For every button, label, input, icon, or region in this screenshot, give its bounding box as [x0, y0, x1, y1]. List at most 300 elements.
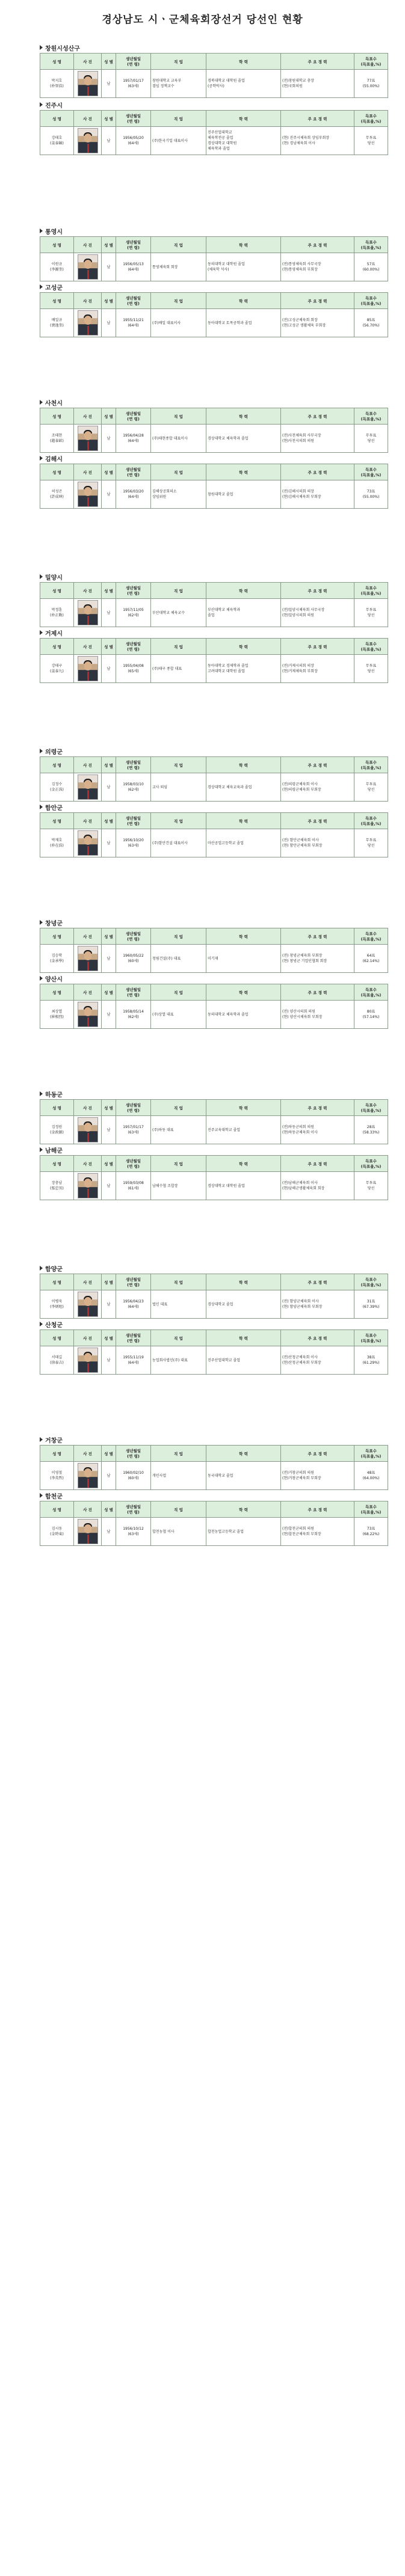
- winner-education: 합천농업고등학교 졸업: [206, 1518, 281, 1546]
- region-name: 남해군: [45, 1147, 63, 1155]
- column-header: 사 진: [74, 408, 102, 425]
- section-heading: [40, 1490, 388, 1501]
- winner-table: [40, 292, 388, 337]
- winner-photo: [74, 945, 102, 973]
- column-header: 직 업: [151, 111, 206, 127]
- table-header-row: [40, 408, 388, 425]
- winner-photo: [74, 1172, 102, 1200]
- winner-education: 동의대학교 대학원 졸업 (체육학 석사): [206, 253, 281, 281]
- column-header: 직 업: [151, 583, 206, 599]
- triangle-bullet-icon: [40, 1091, 43, 1096]
- winner-name: 강태호 (姜泰鎬): [40, 127, 74, 155]
- winner-votes: 38표 (61.29%): [354, 1346, 388, 1375]
- winner-votes: 무투표 당선: [354, 1172, 388, 1200]
- section-12: [40, 973, 388, 1029]
- region-name: 하동군: [45, 1091, 63, 1099]
- column-header: 학 력: [206, 408, 281, 425]
- winner-birth: 1959/03/08 (61세): [116, 1172, 151, 1200]
- column-header: 성 별: [102, 464, 116, 480]
- winner-name: 김정원 (金政源): [40, 1116, 74, 1144]
- portrait-photo: [78, 1002, 98, 1027]
- winner-table: [40, 928, 388, 973]
- winner-career: (전) 함양군체육회 이사 (현) 함양군체육회 부회장: [281, 1290, 354, 1319]
- portrait-photo: [78, 1348, 98, 1373]
- table-header-row: [40, 237, 388, 253]
- column-header: 득표수 (득표율,%): [354, 1330, 388, 1346]
- column-header: 득표수 (득표율,%): [354, 1156, 388, 1172]
- table-header-row: [40, 813, 388, 829]
- column-header: 생년월일 (연 령): [116, 583, 151, 599]
- column-header: 사 진: [74, 293, 102, 309]
- column-header: 주 요 경 력: [281, 1501, 354, 1518]
- section-15: [40, 1263, 388, 1319]
- section-heading: [40, 746, 388, 756]
- triangle-bullet-icon: [40, 400, 43, 405]
- winner-job: (주)상열 대표: [151, 1001, 206, 1029]
- winner-job: 김해상공회의소 상임위원: [151, 480, 206, 509]
- portrait-photo: [78, 946, 98, 971]
- winner-job: 창원대학교 교육부 겸임 정책교수: [151, 70, 206, 98]
- column-header: 득표수 (득표율,%): [354, 464, 388, 480]
- winner-photo: [74, 773, 102, 802]
- section-heading: [40, 917, 388, 928]
- column-header: 성 별: [102, 1501, 116, 1518]
- column-header: 주 요 경 력: [281, 237, 354, 253]
- triangle-bullet-icon: [40, 1493, 43, 1498]
- winner-job: (주)태현종합 대표이사: [151, 425, 206, 453]
- triangle-bullet-icon: [40, 284, 43, 289]
- winner-name: 최상열 (崔相烈): [40, 1001, 74, 1029]
- winner-votes: 무투표 당선: [354, 655, 388, 683]
- column-header: 득표수 (득표율,%): [354, 583, 388, 599]
- column-header: 성 별: [102, 293, 116, 309]
- winner-gender: 남: [102, 1346, 116, 1375]
- table-row: [40, 1518, 388, 1546]
- winner-birth: 1956/05/20 (64세): [116, 127, 151, 155]
- column-header: 직 업: [151, 464, 206, 480]
- winner-job: 통영체육회 회장: [151, 253, 206, 281]
- winner-table: [40, 110, 388, 155]
- triangle-bullet-icon: [40, 1437, 43, 1442]
- winner-table: [40, 1274, 388, 1319]
- column-header: 성 명: [40, 111, 74, 127]
- winner-job: 농업회사법인(주) 대표: [151, 1346, 206, 1375]
- winner-photo: [74, 655, 102, 683]
- winner-photo: [74, 1001, 102, 1029]
- triangle-bullet-icon: [40, 574, 43, 579]
- portrait-photo: [78, 426, 98, 451]
- table-row: [40, 480, 388, 509]
- column-header: 학 력: [206, 928, 281, 945]
- section-9: [40, 746, 388, 802]
- winner-gender: 남: [102, 1172, 116, 1200]
- portrait-photo: [78, 1173, 98, 1198]
- winner-votes: 무투표 당선: [354, 425, 388, 453]
- column-header: 득표수 (득표율,%): [354, 1100, 388, 1116]
- winner-table: [40, 236, 388, 281]
- winner-table: [40, 812, 388, 857]
- column-header: 주 요 경 력: [281, 928, 354, 945]
- winner-job: 부산대학교 체육교수: [151, 599, 206, 627]
- column-header: 성 별: [102, 1156, 116, 1172]
- region-name: 의령군: [45, 749, 63, 756]
- column-header: 직 업: [151, 408, 206, 425]
- winner-gender: 남: [102, 655, 116, 683]
- column-header: 성 명: [40, 583, 74, 599]
- winner-education: 진주산업대학교 체육학전공 졸업 경상대학교 대학원 체육학과 졸업: [206, 127, 281, 155]
- column-header: 성 별: [102, 757, 116, 773]
- winner-name: 장충남 (張忠男): [40, 1172, 74, 1200]
- column-header: 생년월일 (연 령): [116, 1156, 151, 1172]
- column-header: 득표수 (득표율,%): [354, 984, 388, 1001]
- section-1: [40, 42, 388, 98]
- winner-name: 김승학 (金承學): [40, 945, 74, 973]
- section-6: [40, 453, 388, 509]
- winner-career: (전)거창군의회 의원 (현)거창군체육회 부회장: [281, 1462, 354, 1490]
- portrait-photo: [78, 1292, 98, 1317]
- winner-career: (전)산청군체육회 이사 (현)산청군체육회 부회장: [281, 1346, 354, 1375]
- column-header: 성 별: [102, 1330, 116, 1346]
- column-header: 주 요 경 력: [281, 1274, 354, 1290]
- section-3: [40, 225, 388, 281]
- winner-education: 경상대학교 졸업: [206, 1290, 281, 1319]
- column-header: 학 력: [206, 1330, 281, 1346]
- winner-votes: 73표 (68.22%): [354, 1518, 388, 1546]
- table-row: [40, 253, 388, 281]
- winner-gender: 남: [102, 1116, 116, 1144]
- winner-education: 부산대학교 체육학과 졸업: [206, 599, 281, 627]
- winner-photo: [74, 1116, 102, 1144]
- column-header: 학 력: [206, 757, 281, 773]
- region-name: 창원시성산구: [45, 45, 80, 52]
- column-header: 학 력: [206, 1274, 281, 1290]
- winner-career: (전)통영체육회 사무국장 (현)통영체육회 부회장: [281, 253, 354, 281]
- section-heading: [40, 1144, 388, 1155]
- column-header: 주 요 경 력: [281, 408, 354, 425]
- winner-job: (주)함안건설 대표이사: [151, 829, 206, 857]
- table-row: [40, 599, 388, 627]
- column-header: 생년월일 (연 령): [116, 984, 151, 1001]
- column-header: 성 별: [102, 639, 116, 655]
- column-header: 사 진: [74, 237, 102, 253]
- winner-gender: 남: [102, 253, 116, 281]
- winner-job: 법인 대표: [151, 1290, 206, 1319]
- winner-photo: [74, 1346, 102, 1375]
- column-header: 성 별: [102, 111, 116, 127]
- column-header: 생년월일 (연 령): [116, 1501, 151, 1518]
- column-header: 성 명: [40, 1100, 74, 1116]
- column-header: 직 업: [151, 1501, 206, 1518]
- winner-birth: 1957/01/17 (63세): [116, 70, 151, 98]
- winner-photo: [74, 253, 102, 281]
- column-header: 성 별: [102, 813, 116, 829]
- column-header: 득표수 (득표율,%): [354, 1274, 388, 1290]
- winner-votes: 80표 (57.14%): [354, 1001, 388, 1029]
- winner-gender: 남: [102, 425, 116, 453]
- winner-career: (전)밀양시체육회 사무국장 (현)밀양시의회 의원: [281, 599, 354, 627]
- triangle-bullet-icon: [40, 630, 43, 635]
- section-7: [40, 571, 388, 627]
- column-header: 성 명: [40, 237, 74, 253]
- table-header-row: [40, 757, 388, 773]
- region-name: 진주시: [45, 102, 63, 109]
- triangle-bullet-icon: [40, 1266, 43, 1271]
- section-heading: [40, 99, 388, 110]
- winner-birth: 1956/10/20 (63세): [116, 829, 151, 857]
- region-name: 창녕군: [45, 920, 63, 927]
- winner-education: 창원대학교 졸업: [206, 480, 281, 509]
- region-name: 거창군: [45, 1437, 63, 1444]
- section-heading: [40, 1088, 388, 1099]
- winner-votes: 28표 (58.33%): [354, 1116, 388, 1144]
- triangle-bullet-icon: [40, 102, 43, 107]
- column-header: 득표수 (득표율,%): [354, 639, 388, 655]
- section-heading: [40, 397, 388, 408]
- table-header-row: [40, 1274, 388, 1290]
- winner-career: (전)의령군체육회 이사 (현)의령군체육회 부회장: [281, 773, 354, 802]
- winner-birth: 1956/05/13 (64세): [116, 253, 151, 281]
- winner-name: 서태길 (徐泰吉): [40, 1346, 74, 1375]
- portrait-photo: [78, 1519, 98, 1544]
- winner-votes: 64표 (62.14%): [354, 945, 388, 973]
- region-name: 통영시: [45, 228, 63, 236]
- column-header: 주 요 경 력: [281, 757, 354, 773]
- column-header: 학 력: [206, 639, 281, 655]
- winner-table: [40, 582, 388, 627]
- column-header: 득표수 (득표율,%): [354, 293, 388, 309]
- winner-education: 진주산업대학교 졸업: [206, 1346, 281, 1375]
- column-header: 성 명: [40, 464, 74, 480]
- winner-name: 배일규 (裵逸奎): [40, 309, 74, 337]
- winner-education: 동아대학교 경제학과 졸업 고려대학교 대학원 졸업: [206, 655, 281, 683]
- table-header-row: [40, 111, 388, 127]
- table-row: [40, 70, 388, 98]
- winner-career: (전)사천체육회 사무국장 (현)사천시의회 의원: [281, 425, 354, 453]
- column-header: 직 업: [151, 757, 206, 773]
- winner-education: 동의대학교 체육학과 졸업: [206, 1001, 281, 1029]
- winner-photo: [74, 309, 102, 337]
- winner-education: 진주교육대학교 졸업: [206, 1116, 281, 1144]
- portrait-photo: [78, 600, 98, 625]
- column-header: 성 별: [102, 54, 116, 70]
- section-heading: [40, 281, 388, 292]
- winner-votes: 77표 (55.00%): [354, 70, 388, 98]
- winner-table: [40, 984, 388, 1029]
- column-header: 주 요 경 력: [281, 1446, 354, 1462]
- column-header: 생년월일 (연 령): [116, 813, 151, 829]
- triangle-bullet-icon: [40, 920, 43, 925]
- column-header: 학 력: [206, 464, 281, 480]
- winner-birth: 1958/05/14 (62세): [116, 1001, 151, 1029]
- winner-photo: [74, 1462, 102, 1490]
- column-header: 주 요 경 력: [281, 293, 354, 309]
- region-name: 산청군: [45, 1322, 63, 1329]
- winner-career: (전)창원대학교 총장 (현)국회의원: [281, 70, 354, 98]
- column-header: 직 업: [151, 1446, 206, 1462]
- triangle-bullet-icon: [40, 1322, 43, 1326]
- column-header: 사 진: [74, 928, 102, 945]
- section-8: [40, 627, 388, 683]
- winner-table: [40, 53, 388, 98]
- column-header: 직 업: [151, 639, 206, 655]
- column-header: 사 진: [74, 1156, 102, 1172]
- winner-photo: [74, 425, 102, 453]
- winner-birth: 1957/11/05 (62세): [116, 599, 151, 627]
- table-header-row: [40, 639, 388, 655]
- region-name: 거제시: [45, 630, 63, 637]
- triangle-bullet-icon: [40, 976, 43, 981]
- column-header: 생년월일 (연 령): [116, 54, 151, 70]
- portrait-photo: [78, 71, 98, 96]
- winner-gender: 남: [102, 1001, 116, 1029]
- region-name: 합천군: [45, 1493, 63, 1500]
- column-header: 직 업: [151, 293, 206, 309]
- winner-table: [40, 756, 388, 802]
- winner-birth: 1956/03/20 (64세): [116, 480, 151, 509]
- winner-career: (전)거제시의회 의장 (현)거제체육회 부회장: [281, 655, 354, 683]
- winner-table: [40, 1329, 388, 1375]
- column-header: 득표수 (득표율,%): [354, 1501, 388, 1518]
- winner-table: [40, 1099, 388, 1144]
- column-header: 성 명: [40, 408, 74, 425]
- column-header: 주 요 경 력: [281, 639, 354, 655]
- table-header-row: [40, 54, 388, 70]
- winner-name: 이병욱 (李炳旭): [40, 1290, 74, 1319]
- column-header: 주 요 경 력: [281, 464, 354, 480]
- winner-job: (주)하동 대표: [151, 1116, 206, 1144]
- triangle-bullet-icon: [40, 805, 43, 809]
- winner-name: 박재호 (朴在浩): [40, 829, 74, 857]
- column-header: 직 업: [151, 1100, 206, 1116]
- column-header: 학 력: [206, 813, 281, 829]
- column-header: 학 력: [206, 1156, 281, 1172]
- column-header: 성 명: [40, 928, 74, 945]
- winner-photo: [74, 1518, 102, 1546]
- column-header: 생년월일 (연 령): [116, 1446, 151, 1462]
- winner-career: (현) 진주시체육회 상임부회장 (현) 경남체육회 이사: [281, 127, 354, 155]
- column-header: 생년월일 (연 령): [116, 111, 151, 127]
- winner-career: (전)남해군체육회 이사 (현)남해군생활체육회 회장: [281, 1172, 354, 1200]
- region-name: 양산시: [45, 976, 63, 983]
- winner-education: 동아대학교 토목공학과 졸업: [206, 309, 281, 337]
- portrait-photo: [78, 254, 98, 280]
- column-header: 득표수 (득표율,%): [354, 757, 388, 773]
- region-name: 밀양시: [45, 574, 63, 581]
- column-header: 성 명: [40, 813, 74, 829]
- column-header: 사 진: [74, 1330, 102, 1346]
- winner-career: (전) 창녕군체육회 부회장 (현) 창녕군 기업인협회 회장: [281, 945, 354, 973]
- table-header-row: [40, 1330, 388, 1346]
- column-header: 직 업: [151, 1274, 206, 1290]
- triangle-bullet-icon: [40, 1147, 43, 1152]
- table-header-row: [40, 583, 388, 599]
- section-10: [40, 802, 388, 857]
- winner-name: 조태현 (趙泰鉉): [40, 425, 74, 453]
- winner-votes: 31표 (67.39%): [354, 1290, 388, 1319]
- column-header: 학 력: [206, 583, 281, 599]
- table-row: [40, 1462, 388, 1490]
- column-header: 성 명: [40, 1501, 74, 1518]
- winner-gender: 남: [102, 1290, 116, 1319]
- column-header: 생년월일 (연 령): [116, 464, 151, 480]
- column-header: 직 업: [151, 237, 206, 253]
- region-name: 고성군: [45, 284, 63, 292]
- column-header: 생년월일 (연 령): [116, 928, 151, 945]
- section-heading: [40, 1434, 388, 1445]
- region-name: 함안군: [45, 805, 63, 812]
- winner-job: (주)배일 대표이사: [151, 309, 206, 337]
- column-header: 성 명: [40, 1330, 74, 1346]
- table-row: [40, 309, 388, 337]
- column-header: 득표수 (득표율,%): [354, 54, 388, 70]
- winner-photo: [74, 829, 102, 857]
- column-header: 생년월일 (연 령): [116, 1274, 151, 1290]
- column-header: 성 명: [40, 984, 74, 1001]
- section-heading: [40, 42, 388, 53]
- portrait-photo: [78, 310, 98, 336]
- column-header: 생년월일 (연 령): [116, 237, 151, 253]
- column-header: 성 별: [102, 1446, 116, 1462]
- column-header: 성 명: [40, 639, 74, 655]
- column-header: 직 업: [151, 1156, 206, 1172]
- column-header: 주 요 경 력: [281, 1100, 354, 1116]
- column-header: 학 력: [206, 293, 281, 309]
- table-header-row: [40, 1156, 388, 1172]
- winner-career: (전)하동군의회 의원 (현)하동군체육회 이사: [281, 1116, 354, 1144]
- column-header: 사 진: [74, 984, 102, 1001]
- winner-career: (전)고성군체육회 회장 (현)고성군 생활체육 부회장: [281, 309, 354, 337]
- winner-career: (전)김해시의회 의장 (현)김해시체육회 부회장: [281, 480, 354, 509]
- column-header: 득표수 (득표율,%): [354, 111, 388, 127]
- column-header: 사 진: [74, 54, 102, 70]
- winner-name: 이원규 (李源奎): [40, 253, 74, 281]
- section-heading: [40, 225, 388, 236]
- winner-job: 교사 퇴임: [151, 773, 206, 802]
- triangle-bullet-icon: [40, 749, 43, 753]
- column-header: 주 요 경 력: [281, 1330, 354, 1346]
- winner-votes: 무투표 당선: [354, 127, 388, 155]
- portrait-photo: [78, 830, 98, 856]
- column-header: 생년월일 (연 령): [116, 1330, 151, 1346]
- column-header: 사 진: [74, 1274, 102, 1290]
- section-4: [40, 281, 388, 337]
- winner-votes: 73표 (55.00%): [354, 480, 388, 509]
- section-17: [40, 1434, 388, 1490]
- winner-name: 박지호 (朴智浩): [40, 70, 74, 98]
- column-header: 성 별: [102, 1100, 116, 1116]
- winner-name: 강태구 (姜泰九): [40, 655, 74, 683]
- column-header: 주 요 경 력: [281, 583, 354, 599]
- triangle-bullet-icon: [40, 456, 43, 461]
- column-header: 학 력: [206, 54, 281, 70]
- winner-votes: 85표 (56.70%): [354, 309, 388, 337]
- column-header: 사 진: [74, 111, 102, 127]
- table-row: [40, 655, 388, 683]
- region-name: 김해시: [45, 456, 63, 463]
- column-header: 직 업: [151, 54, 206, 70]
- winner-gender: 남: [102, 945, 116, 973]
- winner-gender: 남: [102, 1462, 116, 1490]
- section-heading: [40, 453, 388, 464]
- winner-job: 개인사업: [151, 1462, 206, 1490]
- section-18: [40, 1490, 388, 1546]
- winner-gender: 남: [102, 773, 116, 802]
- table-row: [40, 1346, 388, 1375]
- winner-gender: 남: [102, 70, 116, 98]
- column-header: 성 명: [40, 1156, 74, 1172]
- portrait-photo: [78, 774, 98, 800]
- column-header: 생년월일 (연 령): [116, 757, 151, 773]
